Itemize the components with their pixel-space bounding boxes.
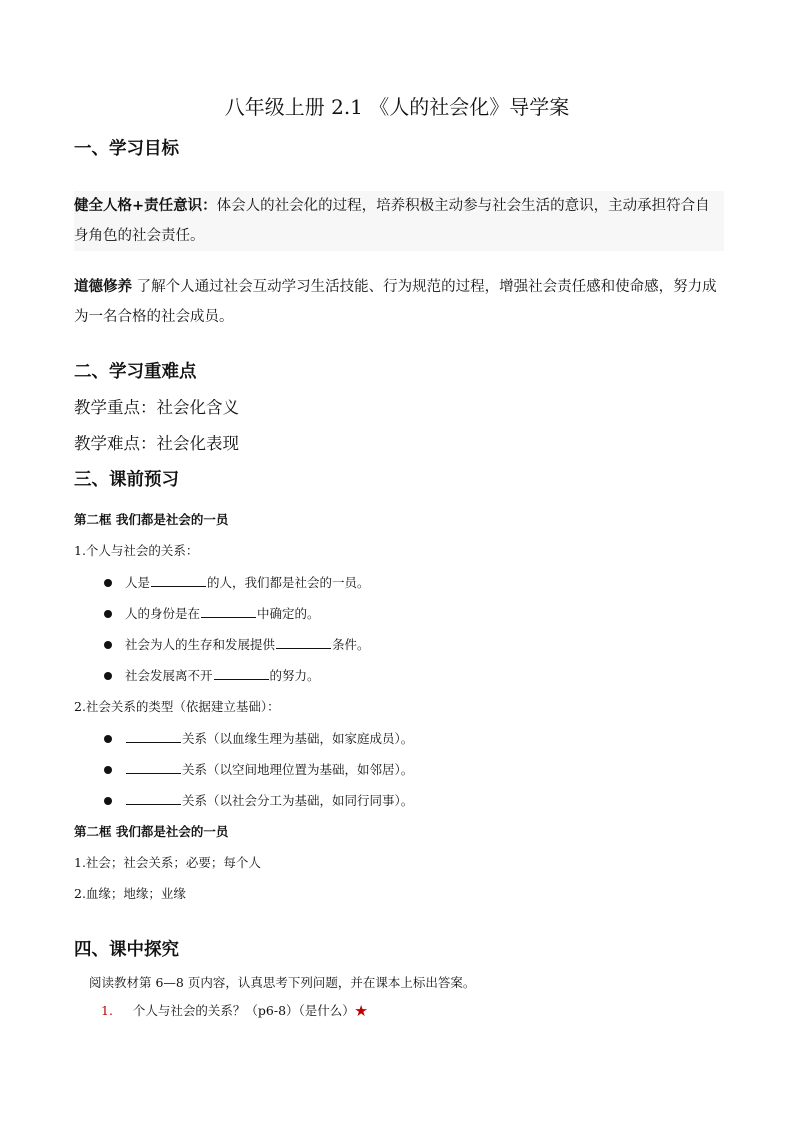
explore-intro: 阅读教材第 6—8 页内容，认真思考下列问题，并在课本上标出答案。 [89, 975, 476, 990]
bullet-icon [104, 766, 112, 774]
fill-blank [201, 603, 256, 618]
fill-blank [214, 665, 269, 680]
list-item: 人的身份是在 中确定的。 [104, 603, 320, 624]
section-heading-keypoints: 二、学习重难点 [74, 362, 197, 382]
preview-question-2: 2.社会关系的类型（依据建立基础）： [74, 699, 280, 714]
answer-subtitle: 第二框 我们都是社会的一员 [74, 824, 229, 839]
bullet-icon [104, 672, 112, 680]
bullet-icon [104, 579, 112, 587]
page-title: 八年级上册 2.1 《人的社会化》导学案 [224, 95, 570, 119]
list-item: 关系（以空间地理位置为基础，如邻居）。 [104, 759, 413, 780]
list-item: 关系（以血缘生理为基础，如家庭成员）。 [104, 728, 413, 749]
fill-blank [126, 790, 181, 805]
section-heading-explore: 四、课中探究 [74, 940, 179, 960]
question-text: 个人与社会的关系？（p6-8）（是什么） [132, 1003, 355, 1018]
goal-2-text: 了解个人通过社会互动学习生活技能、行为规范的过程，增强社会责任感和使命感，努力成为一名合格的社会成员。 [74, 279, 717, 325]
fill-blank [126, 728, 181, 743]
bullet-icon [104, 610, 112, 618]
answer-line-1: 1.社会；社会关系；必要；每个人 [74, 855, 261, 870]
key-point-focus: 教学重点：社会化含义 [74, 398, 239, 417]
bullet-icon [104, 797, 112, 805]
preview-question-1: 1.个人与社会的关系： [74, 543, 199, 558]
fill-blank [151, 572, 206, 587]
answer-line-2: 2.血缘；地缘；业缘 [74, 886, 186, 901]
preview-subtitle: 第二框 我们都是社会的一员 [74, 512, 229, 527]
goal-1-text: 体会人的社会化的过程，培养积极主动参与社会生活的意识，主动承担符合自身角色的社会责任。 [74, 198, 710, 244]
question-number: 1. [101, 1003, 113, 1018]
list-item: 社会发展离不开 的努力。 [104, 665, 320, 686]
bullet-icon [104, 735, 112, 743]
fill-blank [276, 634, 331, 649]
list-item: 人是 的人，我们都是社会的一员。 [104, 572, 370, 593]
key-point-difficulty: 教学难点：社会化表现 [74, 434, 239, 453]
goal-paragraph-1 [74, 191, 724, 251]
fill-blank [126, 759, 181, 774]
goal-1-label: 健全人格+责任意识： [74, 198, 217, 214]
section-heading-goals: 一、学习目标 [74, 139, 179, 159]
goal-paragraph-2 [74, 272, 724, 332]
star-icon: ★ [354, 1003, 368, 1018]
bullet-icon [104, 641, 112, 649]
list-item: 社会为人的生存和发展提供 条件。 [104, 634, 370, 655]
explore-question-1 [101, 1001, 367, 1021]
goal-2-label: 道德修养 [74, 279, 132, 295]
list-item: 关系（以社会分工为基础，如同行同事）。 [104, 790, 413, 811]
section-heading-preview: 三、课前预习 [74, 470, 179, 490]
